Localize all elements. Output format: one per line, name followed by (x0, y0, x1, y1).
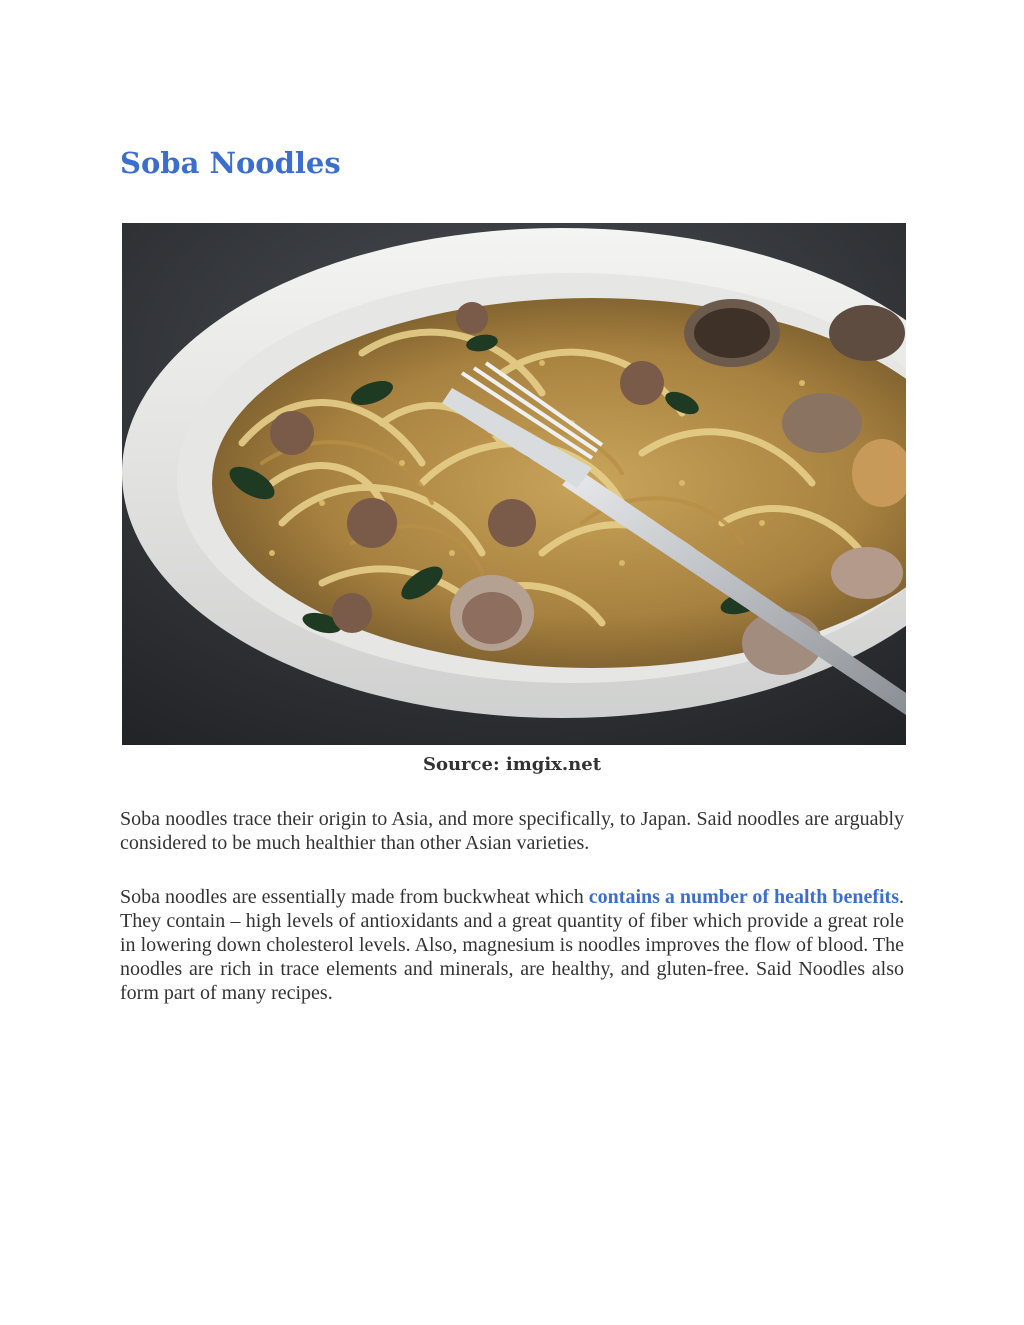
paragraph-health (120, 885, 904, 1005)
paragraph-origin: Soba noodles trace their origin to Asia, and more specifically, to Japan. Said noodles are arguably considered to be much healthier than other Asian varieties. (120, 808, 904, 854)
health-benefits-link[interactable]: contains a number of health benefits (588, 886, 899, 908)
page-title: Soba Noodles (120, 146, 341, 180)
paragraph-health-text-end: . They contain – high levels of antioxidants and a great quantity of fiber which provide a great role in lowering down cholesterol levels. Also, magnesium is noodles improves the flow of blood. The noodles are rich in trace elements and minerals, are healthy, and gluten-free. Said Noodles also form part of many recipes. (120, 886, 904, 1004)
image-caption: Source: imgix.net (422, 754, 602, 775)
paragraph-health-text-start: Soba noodles are essentially made from buckwheat which (120, 886, 589, 908)
soba-noodles-photo (122, 223, 906, 745)
